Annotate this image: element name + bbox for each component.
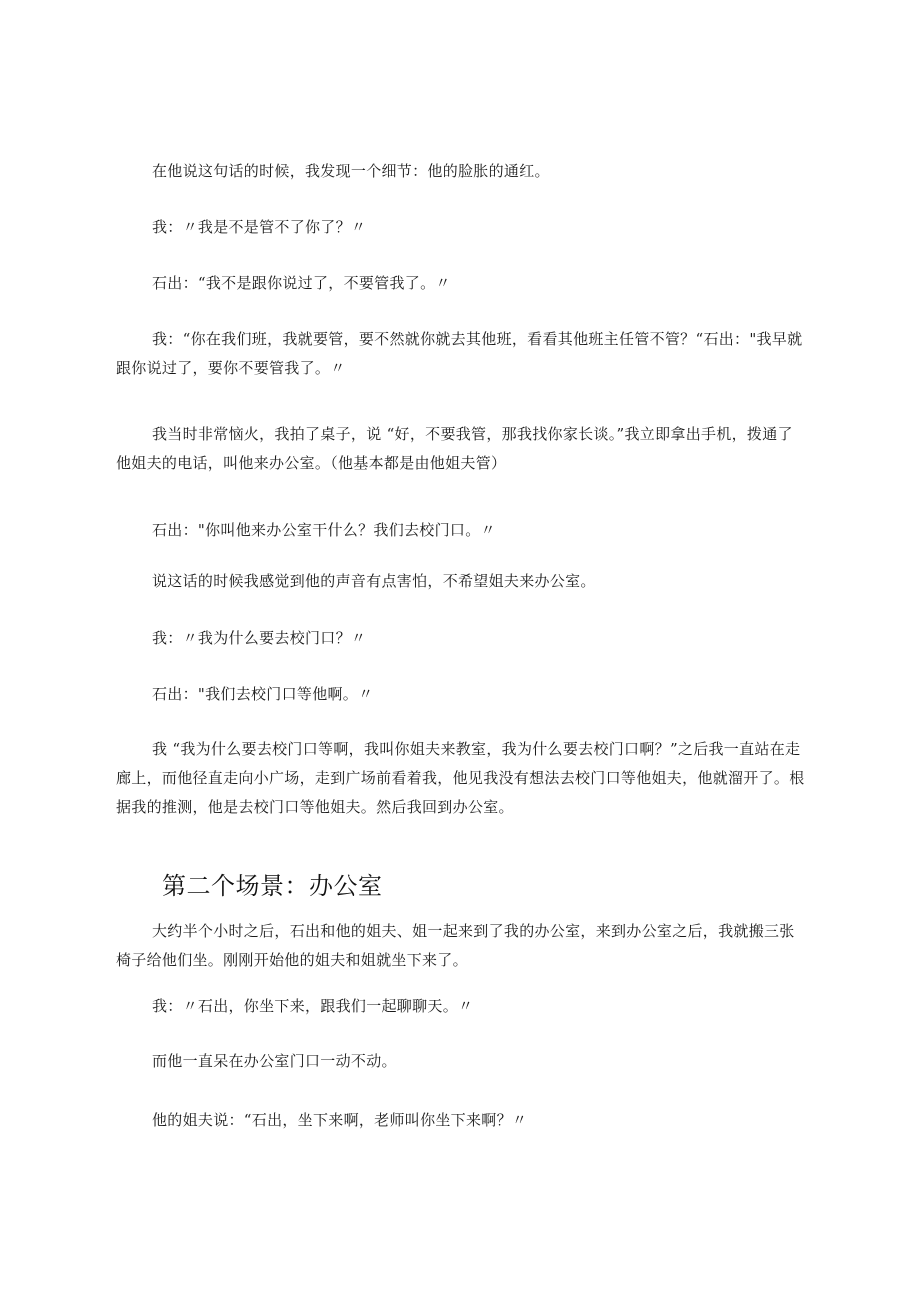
paragraph: 石出："我们去校门口等他啊。〃	[152, 685, 374, 703]
paragraph: 我：“你在我们班，我就要管，要不然就你就去其他班，看看其他班主任管不管？“石出："我早就跟你说过了，要你不要管我了。〃	[116, 330, 803, 377]
paragraph: 说这话的时候我感觉到他的声音有点害怕，不希望姐夫来办公室。	[152, 572, 596, 590]
paragraph: 大约半个小时之后，石出和他的姐夫、姐一起来到了我的办公室，来到办公室之后，我就搬三张椅子给他们坐。刚刚开始他的姐夫和姐就坐下来了。	[116, 922, 795, 969]
paragraph: 石出："你叫他来办公室干什么？我们去校门口。〃	[152, 521, 496, 539]
paragraph: 而他一直呆在办公室门口一动不动。	[152, 1052, 397, 1070]
paragraph: 我：〃石出，你坐下来，跟我们一起聊聊天。〃	[152, 997, 474, 1015]
paragraph: 我：〃我是不是管不了你了？〃	[152, 218, 367, 236]
paragraph: 在他说这句话的时候，我发现一个细节：他的脸胀的通红。	[152, 162, 550, 180]
paragraph: 我：〃我为什么要去校门口？〃	[152, 629, 367, 647]
paragraph: 他的姐夫说：“石出，坐下来啊，老师叫你坐下来啊？〃	[152, 1111, 528, 1129]
paragraph: 我 “我为什么要去校门口等啊，我叫你姐夫来教室，我为什么要去校门口啊？”之后我一直站在走廊上，而他径直走向小广场，走到广场前看着我，他见我没有想法去校门口等他姐夫，他就溜开了。根据我的推测，他是去校门口等他姐夫。然后我回到办公室。	[116, 740, 805, 816]
paragraph: 石出：“我不是跟你说过了，不要管我了。〃	[152, 274, 451, 292]
paragraph: 我当时非常恼火，我拍了桌子，说 “好，不要我管，那我找你家长谈。”我立即拿出手机，拨通了他姐夫的电话，叫他来办公室。（他基本都是由他姐夫管）	[116, 425, 793, 472]
section-heading: 第二个场景：办公室	[162, 872, 383, 900]
